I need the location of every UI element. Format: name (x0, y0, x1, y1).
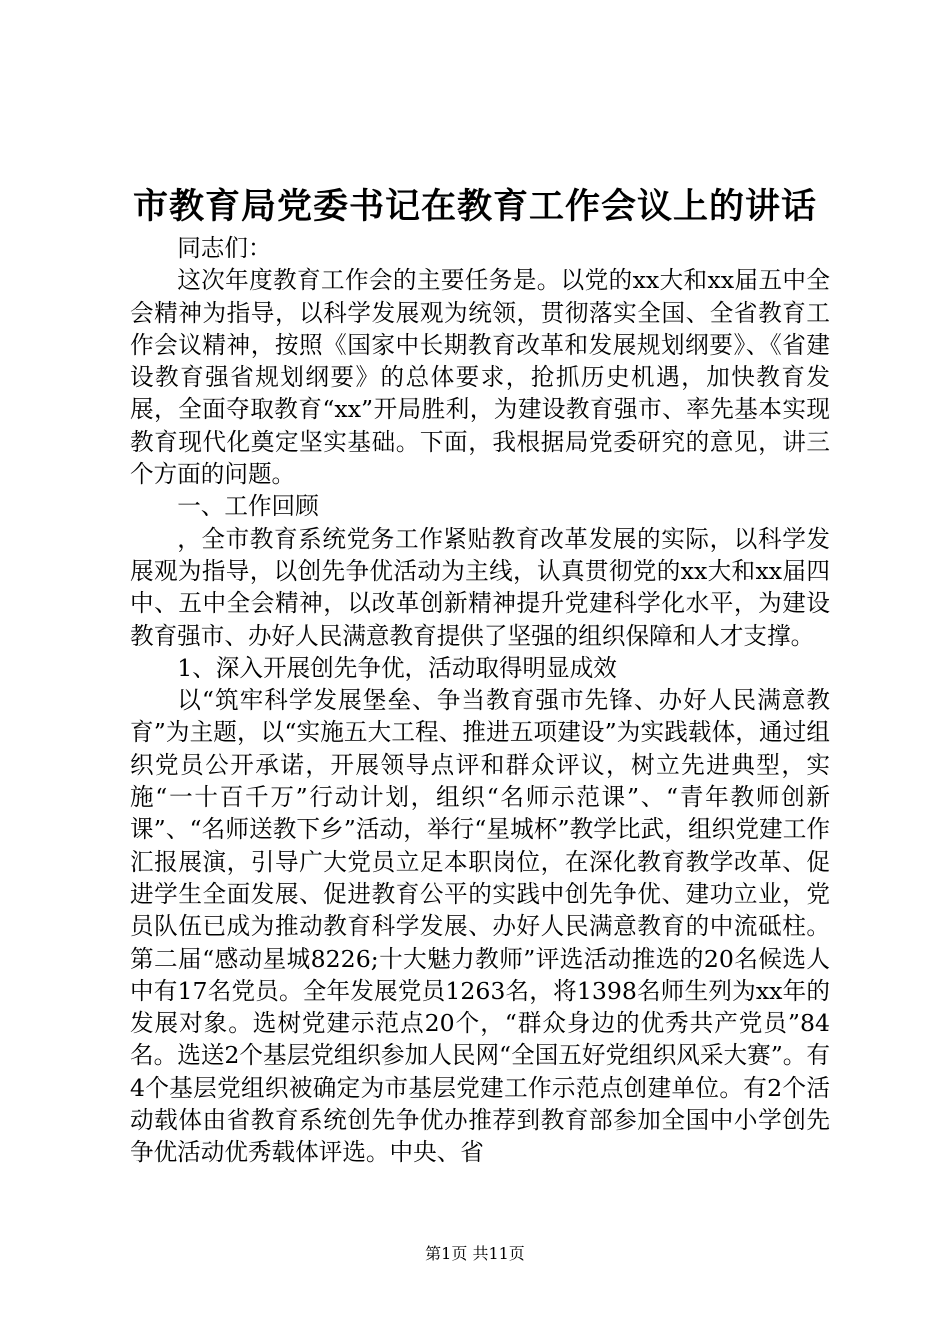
subsection-heading-1: 1、深入开展创先争优，活动取得明显成效 (177, 653, 617, 682)
paragraph-intro: 这次年度教育工作会的主要任务是。以党的xx大和xx届五中全会精神为指导，以科学发展观为统领，贯彻落实全国、全省教育工作会议精神，按照《国家中长期教育改革和发展规划纲要》、《省建设教育强省规划纲要》的总体要求，抢抓历史机遇，加快教育发展，全面夺取教育“xx”开局胜利，为建设教育强市、率先基本实现教育现代化奠定坚实基础。下面，我根据局党委研究的意见，讲三个方面的问题。 (130, 266, 830, 489)
paragraph-review-summary: ，全市教育系统党务工作紧贴教育改革发展的实际，以科学发展观为指导，以创先争优活动为主线，认真贯彻党的xx大和xx届四中、五中全会精神，以改革创新精神提升党建科学化水平，为建设教育强市、办好人民满意教育提供了坚强的组织保障和人才支撑。 (130, 524, 830, 650)
document-body (130, 232, 830, 1169)
page-number-footer: 第1页 共11页 (425, 1244, 525, 1263)
section-heading-work-review: 一、工作回顾 (177, 492, 319, 521)
document-title: 市教育局党委书记在教育工作会议上的讲话 (132, 186, 817, 227)
salutation: 同志们： (177, 234, 272, 262)
paragraph-activity-details: 以“筑牢科学发展堡垒、争当教育强市先锋、办好人民满意教育”为主题，以“实施五大工程、推进五项建设”为实践载体，通过组织党员公开承诺，开展领导点评和群众评议，树立先进典型，实施“一十百千万”行动计划，组织“名师示范课”、“青年教师创新课”、“名师送教下乡”活动，举行“星城杯”教学比武，组织党建工作汇报展演，引导广大党员立足本职岗位，在深化教育教学改革、促进学生全面发展、促进教育公平的实践中创先争优、建功立业，党员队伍已成为推动教育科学发展、办好人民满意教育的中流砥柱。第二届“感动星城8226;十大魅力教师”评选活动推选的20名候选人中有17名党员。全年发展党员1263名，将1398名师生列为xx年的发展对象。选树党建示范点20个，“群众身边的优秀共产党员”84名。选送2个基层党组织参加人民网“全国五好党组织风采大赛”。有4个基层党组织被确定为市基层党建工作示范点创建单位。有2个活动载体由省教育系统创先争优办推荐到教育部参加全国中小学创先争优活动优秀载体评选。中央、省 (130, 686, 830, 1167)
